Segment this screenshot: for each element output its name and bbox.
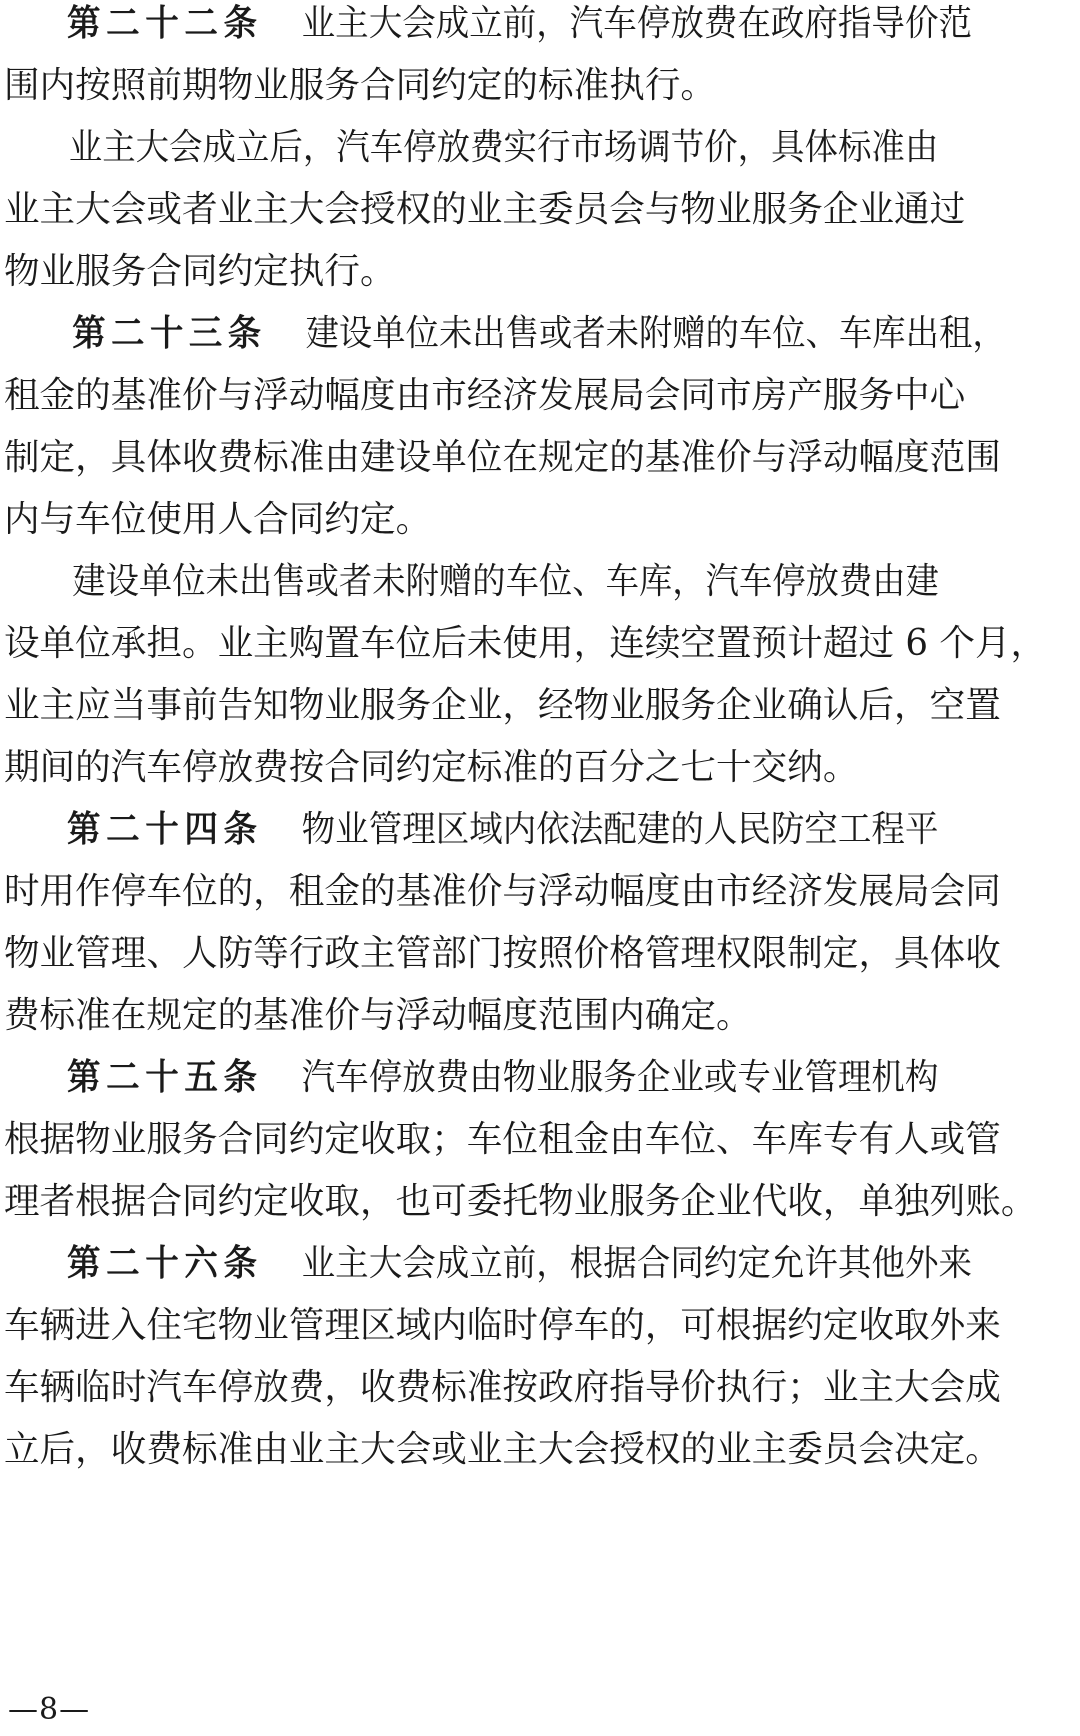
article-22-line-1 [0,0,1073,58]
article-22-p2-line-1: 业主大会成立后，汽车停放费实行市场调节价，具体标准由 [68,127,939,168]
article-23-line-4: 内与车位使用人合同约定。 [3,499,432,540]
article-23-p2-line-2: 设单位承担。业主购置车位后未使用，连续空置预计超过 6 个月， [3,623,1047,664]
article-25-text: 汽车停放费由物业服务企业或专业管理机构 [301,1057,939,1098]
article-22-p2-line-3: 物业服务合同约定执行。 [3,251,396,292]
page-number: —8— [8,1692,91,1727]
article-23-p2-line-3: 业主应当事前告知物业服务企业，经物业服务企业确认后，空置 [3,685,1001,726]
article-26-line-1 [0,1230,1073,1298]
article-25-line-2: 根据物业服务合同约定收取；车位租金由车位、车库专有人或管 [3,1119,1001,1160]
article-24-line-2: 时用作停车位的，租金的基准价与浮动幅度由市经济发展局会同 [3,871,1001,912]
article-23-line-3: 制定，具体收费标准由建设单位在规定的基准价与浮动幅度范围 [3,437,1001,478]
article-26-label: 第二十六条 [67,1243,263,1284]
article-25-label: 第二十五条 [67,1057,263,1098]
article-24-label: 第二十四条 [67,809,263,850]
article-23-line-1 [0,300,1072,368]
article-24-line-3: 物业管理、人防等行政主管部门按照价格管理权限制定，具体收 [3,933,1001,974]
article-22-text: 业主大会成立前，汽车停放费在政府指导价范 [301,3,972,44]
article-24-text: 物业管理区域内依法配建的人民防空工程平 [301,809,939,850]
article-22-label: 第二十二条 [67,3,263,44]
article-26-text: 业主大会成立前，根据合同约定允许其他外来 [301,1243,972,1284]
article-23-line-2: 租金的基准价与浮动幅度由市经济发展局会同市房产服务中心 [3,375,966,416]
article-25-line-1 [0,1044,1073,1112]
article-26-line-4: 立后，收费标准由业主大会或业主大会授权的业主委员会决定。 [3,1429,1001,1470]
article-23-text: 建设单位未出售或者未附赠的车位、车库出租， [305,313,1006,354]
article-25-line-3: 理者根据合同约定收取，也可委托物业服务企业代收，单独列账。 [3,1181,1037,1222]
article-23-p2-line-4: 期间的汽车停放费按合同约定标准的百分之七十交纳。 [3,747,859,788]
article-23-p2-line-1: 建设单位未出售或者未附赠的车位、车库，汽车停放费由建 [72,561,939,602]
article-26-line-3: 车辆临时汽车停放费，收费标准按政府指导价执行；业主大会成 [3,1367,1001,1408]
article-24-line-4: 费标准在规定的基准价与浮动幅度范围内确定。 [3,995,752,1036]
article-24-line-1 [0,796,1073,864]
article-22-line-2: 围内按照前期物业服务合同约定的标准执行。 [3,65,717,106]
article-26-line-2: 车辆进入住宅物业管理区域内临时停车的，可根据约定收取外来 [3,1305,1001,1346]
article-22-p2-line-2: 业主大会或者业主大会授权的业主委员会与物业服务企业通过 [3,189,966,230]
article-23-label: 第二十三条 [72,313,267,354]
